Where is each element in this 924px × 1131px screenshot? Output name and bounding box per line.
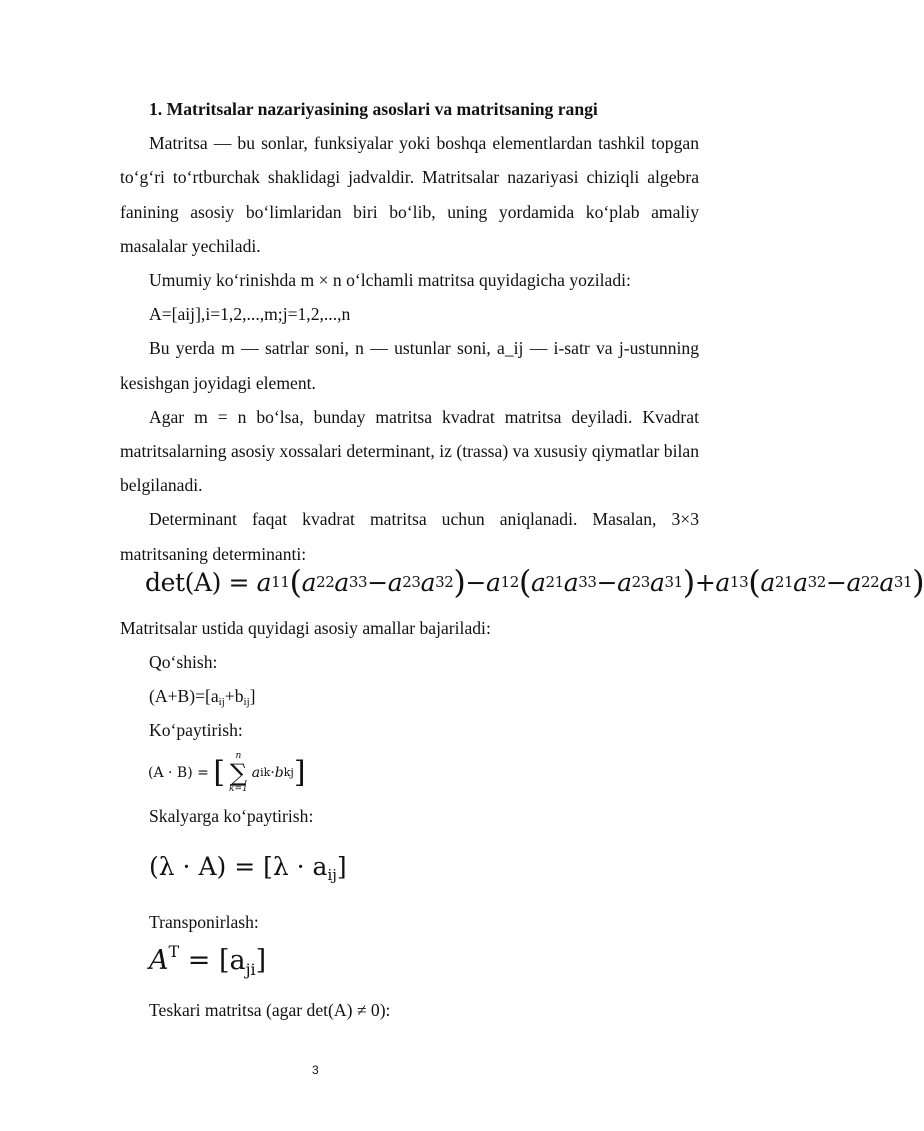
det-lhs: det(A) = bbox=[145, 567, 250, 597]
multiplication-formula: (A · B) = [ n ∑ k=1 a ik · b kj ] bbox=[148, 751, 306, 794]
paragraph-operations: Matritsalar ustida quyidagi asosiy amallar bajariladi: bbox=[120, 618, 491, 638]
sum-symbol: n ∑ k=1 bbox=[229, 751, 248, 794]
transpose-formula: $A^T = [a_{ji}]$ bbox=[149, 942, 267, 979]
determinant-formula: det(A) = a 11 ( a 22 a 33 − a 23 a 32 ) − a 12 ( a 21 a 33 − a 23 a 31 ) + a 13 ( a 21 a 32 − a 22 a 31 ) bbox=[145, 563, 924, 601]
matrix-notation: A=[aij],i=1,2,...,m;j=1,2,...,n bbox=[149, 304, 351, 325]
addition-label: Qo‘shish: bbox=[149, 652, 218, 672]
paragraph-square-matrix: Agar m = n bo‘lsa, bunday matritsa kvadrat matritsa deyiladi. Kvadrat matritsalarning asosiy xossalari determinant, iz (trassa) va xususiy qiymatlar bilan belgilanadi. bbox=[120, 406, 699, 496]
transpose-label: Transponirlash: bbox=[149, 912, 259, 932]
multiplication-label: Ko‘paytirish: bbox=[149, 720, 243, 740]
scalar-formula: $(\lambda \cdot A) = [\lambda \cdot a_{ij}]$ bbox=[149, 852, 347, 884]
inverse-label: Teskari matritsa (agar det(A) ≠ 0): bbox=[149, 1000, 391, 1020]
paragraph-general-form: Umumiy ko‘rinishda m × n o‘lchamli matritsa quyidagicha yoziladi: bbox=[149, 270, 631, 291]
paragraph-determinant: Determinant faqat kvadrat matritsa uchun aniqlanadi. Masalan, 3×3 matritsaning determinanti: bbox=[120, 509, 699, 564]
section-heading: 1. Matritsalar nazariyasining asoslari va matritsaning rangi bbox=[149, 99, 598, 119]
page-number: 3 bbox=[312, 1063, 319, 1077]
scalar-label: Skalyarga ko‘paytirish: bbox=[149, 806, 314, 826]
page-body bbox=[120, 92, 699, 571]
paragraph-definition: Matritsa — bu sonlar, funksiyalar yoki boshqa elementlardan tashkil topgan to‘g‘ri to‘rtburchak shaklidagi jadvaldir. Matritsalar nazariyasi chiziqli algebra fanining asosiy bo‘limlaridan biri bo‘lib, uning yordamida ko‘plab amaliy masalalar yechiladi. bbox=[120, 133, 699, 256]
addition-formula: $(A+B)=[a_{ij}+b_{ij}]$ bbox=[149, 686, 256, 708]
paragraph-explanation: Bu yerda m — satrlar soni, n — ustunlar soni, a_ij — i-satr va j-ustunning kesishgan joyidagi element. bbox=[120, 338, 699, 393]
